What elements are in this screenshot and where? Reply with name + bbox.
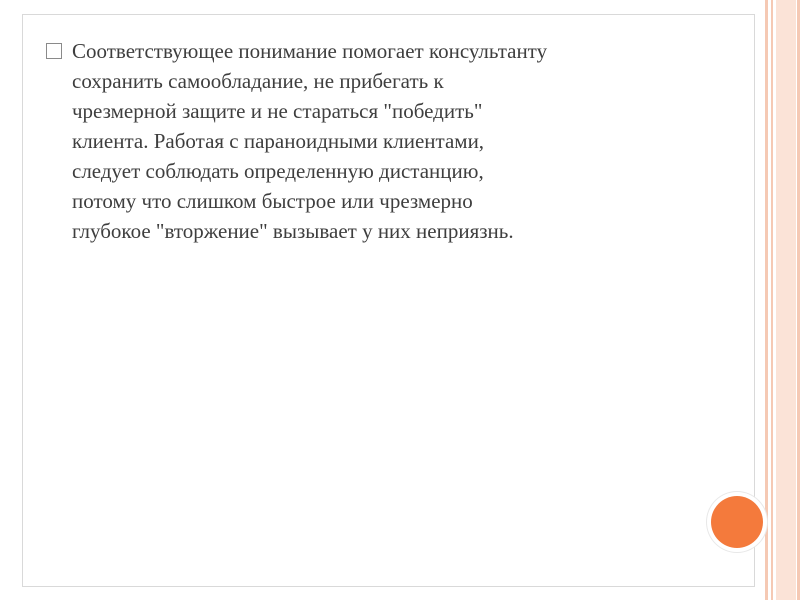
decorative-stripe xyxy=(771,0,773,600)
decorative-stripe xyxy=(765,0,768,600)
orange-circle-icon xyxy=(711,496,763,548)
bullet-item xyxy=(46,36,706,246)
decorative-stripe xyxy=(776,0,796,600)
bullet-square-icon xyxy=(46,43,62,59)
bullet-text: Соответствующее понимание помогает консультанту сохранить самообладание, не прибегать к чрезмерной защите и не стараться "победить" клиента. Работая с параноидными клиентами, следует соблюдать определенную дистанцию, потому что слишком быстрое или чрезмерно глубокое "вторжение" вызывает у них неприязнь. xyxy=(72,39,548,243)
